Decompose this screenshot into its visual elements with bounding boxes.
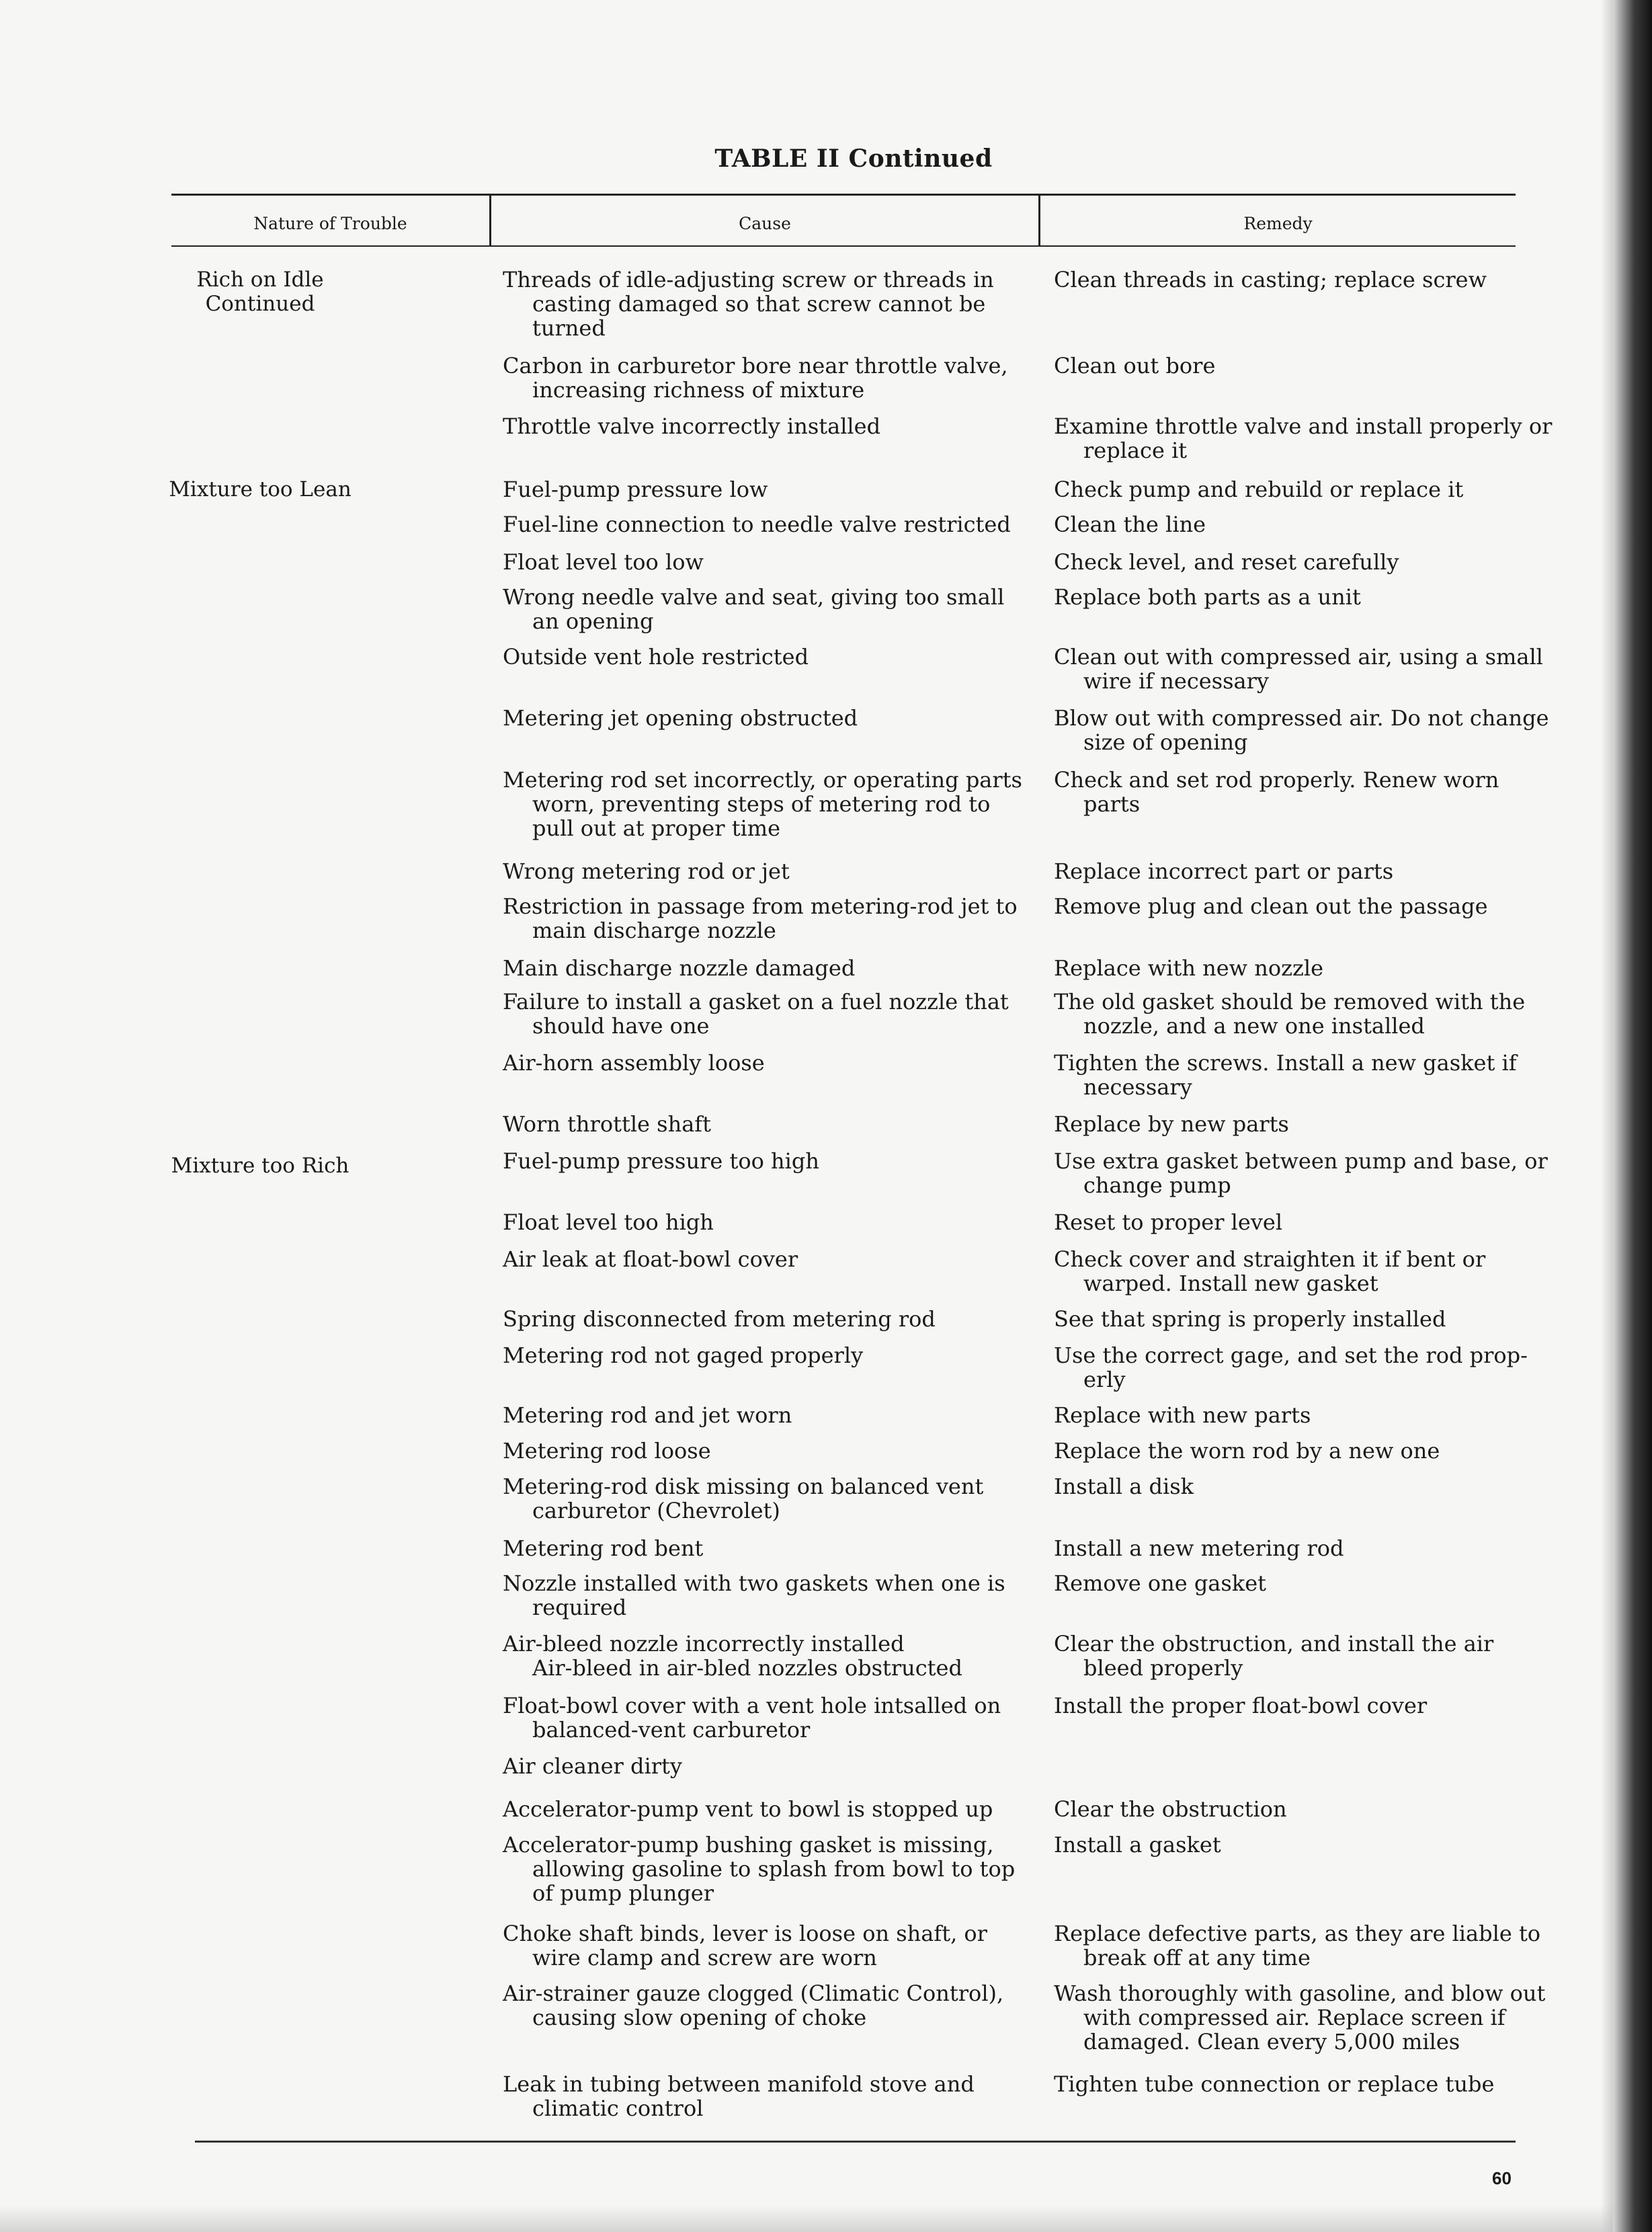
- remedy-line: Tighten tube connection or replace tube: [1054, 2071, 1495, 2097]
- remedy-cell: [1054, 1307, 1446, 1331]
- remedy-line: Replace both parts as a unit: [1054, 584, 1361, 610]
- remedy-cell: [1054, 1247, 1485, 1296]
- remedy-line: warped. Install new gasket: [1083, 1271, 1378, 1296]
- remedy-cell: [1054, 2072, 1494, 2096]
- cause-cell: [503, 1981, 1003, 2030]
- remedy-line: Check level, and reset carefully: [1054, 549, 1399, 575]
- remedy-cell: [1054, 1571, 1266, 1595]
- cause-cell: [503, 990, 1009, 1038]
- cause-line: turned: [532, 315, 606, 341]
- cause-cell: [503, 477, 768, 502]
- remedy-line: Clean out bore: [1054, 353, 1216, 378]
- cause-cell: [503, 1833, 1015, 1905]
- remedy-cell: [1054, 1797, 1287, 1821]
- remedy-cell: [1054, 1474, 1194, 1499]
- cause-line: Wrong needle valve and seat, giving too small: [503, 584, 1005, 610]
- remedy-line: Reset to proper level: [1054, 1209, 1283, 1235]
- remedy-cell: [1054, 768, 1499, 816]
- remedy-cell: [1054, 414, 1552, 463]
- header-remedy: Remedy: [1243, 214, 1313, 233]
- remedy-cell: [1054, 1051, 1517, 1099]
- remedy-line: Remove plug and clean out the passage: [1054, 893, 1488, 919]
- cause-cell: [503, 354, 1008, 402]
- cause-cell: [503, 1474, 983, 1523]
- cause-cell: [503, 1693, 1001, 1742]
- remedy-line: Replace incorrect part or parts: [1054, 859, 1394, 884]
- cause-cell: [503, 1307, 936, 1331]
- cause-line: Leak in tubing between manifold stove and: [503, 2071, 975, 2097]
- remedy-cell: [1054, 268, 1487, 292]
- cause-cell: [503, 706, 858, 730]
- remedy-cell: [1054, 1210, 1282, 1234]
- cause-line: Choke shaft binds, lever is loose on shaft, or: [503, 1921, 987, 1946]
- cause-cell: [503, 512, 1011, 536]
- cause-cell: [503, 1439, 711, 1463]
- cause-line: Wrong metering rod or jet: [503, 859, 790, 884]
- cause-line: Accelerator-pump vent to bowl is stopped up: [503, 1796, 993, 1822]
- cause-line: Fuel-line connection to needle valve restricted: [503, 512, 1011, 537]
- remedy-line: Check cover and straighten it if bent or: [1054, 1246, 1486, 1272]
- remedy-line: wire if necessary: [1083, 668, 1269, 694]
- remedy-cell: [1054, 894, 1488, 918]
- cause-line: wire clamp and screw are worn: [532, 1945, 877, 1970]
- remedy-cell: [1054, 550, 1399, 574]
- remedy-cell: [1054, 1439, 1440, 1463]
- cause-line: carburetor (Chevrolet): [532, 1498, 780, 1523]
- cause-line: Float level too low: [503, 549, 704, 575]
- cause-cell: [503, 414, 880, 438]
- cause-line: balanced-vent carburetor: [532, 1717, 811, 1743]
- cause-line: Float level too high: [503, 1209, 714, 1235]
- header-top-rule: [171, 194, 1516, 196]
- remedy-cell: [1054, 477, 1463, 502]
- cause-cell: [503, 268, 994, 340]
- cause-cell: [503, 1210, 714, 1234]
- cause-line: climatic control: [532, 2096, 704, 2121]
- remedy-line: Clean the line: [1054, 512, 1206, 537]
- cause-line: Air-bleed in air-bled nozzles obstructed: [532, 1655, 962, 1681]
- cause-cell: [503, 585, 1004, 633]
- cause-line: Air-bleed nozzle incorrectly installed: [503, 1631, 905, 1657]
- remedy-line: Clean out with compressed air, using a small: [1054, 644, 1543, 670]
- remedy-line: Blow out with compressed air. Do not change: [1054, 705, 1549, 731]
- cause-line: worn, preventing steps of metering rod to: [532, 791, 991, 817]
- cause-line: Failure to install a gasket on a fuel nozzle that: [503, 989, 1009, 1014]
- remedy-line: Install a disk: [1054, 1474, 1194, 1499]
- header-nature: Nature of Trouble: [253, 214, 407, 233]
- remedy-line: parts: [1083, 791, 1141, 817]
- cause-line: allowing gasoline to splash from bowl to top: [532, 1856, 1016, 1882]
- remedy-cell: [1054, 956, 1323, 980]
- cause-line: Carbon in carburetor bore near throttle valve,: [503, 353, 1008, 378]
- cause-cell: [503, 1403, 792, 1427]
- remedy-cell: [1054, 1112, 1289, 1136]
- remedy-line: Check and set rod properly. Renew worn: [1054, 767, 1499, 793]
- cause-line: Fuel-pump pressure low: [503, 477, 768, 502]
- cause-cell: [503, 1247, 798, 1271]
- cause-line: Fuel-pump pressure too high: [503, 1148, 819, 1174]
- remedy-line: Wash thoroughly with gasoline, and blow out: [1054, 1981, 1546, 2006]
- remedy-line: replace it: [1083, 438, 1188, 463]
- cause-line: Metering rod set incorrectly, or operating parts: [503, 767, 1022, 793]
- cause-line: Metering jet opening obstructed: [503, 705, 858, 731]
- cause-cell: [503, 1051, 765, 1075]
- cause-cell: [503, 1632, 962, 1680]
- binding-shadow: [1613, 0, 1652, 2232]
- remedy-cell: [1054, 1403, 1311, 1427]
- cause-line: Metering rod and jet worn: [503, 1402, 792, 1428]
- header-cause: Cause: [739, 214, 791, 233]
- remedy-line: Remove one gasket: [1054, 1570, 1266, 1596]
- cause-line: increasing richness of mixture: [532, 377, 865, 403]
- remedy-cell: [1054, 585, 1361, 609]
- cause-line: Main discharge nozzle damaged: [503, 955, 856, 981]
- cause-line: Spring disconnected from metering rod: [503, 1306, 936, 1332]
- cause-line: Air leak at float-bowl cover: [503, 1246, 798, 1272]
- cause-line: Worn throttle shaft: [503, 1111, 711, 1137]
- table-title: TABLE II Continued: [714, 145, 993, 173]
- cause-cell: [503, 894, 1018, 943]
- cause-cell: [503, 550, 704, 574]
- nature-of-trouble: [149, 1154, 371, 1178]
- nature-line: Mixture too Lean: [169, 477, 352, 502]
- cause-line: should have one: [532, 1013, 710, 1039]
- remedy-line: with compressed air. Replace screen if: [1083, 2005, 1505, 2030]
- remedy-line: Install a new metering rod: [1054, 1536, 1344, 1561]
- remedy-line: break off at any time: [1083, 1945, 1311, 1970]
- remedy-cell: [1054, 512, 1206, 536]
- nature-of-trouble: [149, 477, 371, 502]
- remedy-cell: [1054, 1921, 1540, 1970]
- remedy-cell: [1054, 706, 1549, 754]
- cause-line: Air-horn assembly loose: [503, 1050, 765, 1076]
- cause-line: Metering rod not gaged properly: [503, 1343, 864, 1368]
- bottom-shade: [0, 2205, 1613, 2232]
- cause-line: Metering rod loose: [503, 1438, 711, 1464]
- nature-line: Rich on Idle: [196, 268, 324, 292]
- remedy-line: Clear the obstruction, and install the air: [1054, 1631, 1494, 1657]
- remedy-line: Install the proper float-bowl cover: [1054, 1693, 1428, 1718]
- cause-line: required: [532, 1595, 627, 1620]
- cause-line: main discharge nozzle: [532, 918, 776, 943]
- page-number: 60: [1492, 2168, 1512, 2188]
- remedy-cell: [1054, 859, 1393, 883]
- remedy-line: See that spring is properly installed: [1054, 1306, 1446, 1332]
- cause-cell: [503, 956, 855, 980]
- remedy-cell: [1054, 990, 1525, 1038]
- cause-line: Restriction in passage from metering-rod jet to: [503, 893, 1018, 919]
- remedy-line: Examine throttle valve and install properly or: [1054, 413, 1553, 439]
- cause-cell: [503, 1754, 682, 1778]
- remedy-cell: [1054, 1833, 1221, 1857]
- remedy-line: size of opening: [1083, 729, 1248, 755]
- remedy-cell: [1054, 354, 1215, 378]
- cause-cell: [503, 645, 809, 669]
- remedy-line: Replace by new parts: [1054, 1111, 1289, 1137]
- remedy-cell: [1054, 1536, 1344, 1560]
- cause-line: an opening: [532, 608, 654, 634]
- remedy-line: bleed properly: [1083, 1655, 1243, 1681]
- remedy-line: Replace defective parts, as they are liable to: [1054, 1921, 1541, 1946]
- page-edge: [1601, 0, 1613, 2232]
- cause-line: casting damaged so that screw cannot be: [532, 291, 986, 317]
- remedy-line: Replace with new nozzle: [1054, 955, 1323, 981]
- cause-line: Air cleaner dirty: [503, 1753, 682, 1779]
- remedy-line: nozzle, and a new one installed: [1083, 1013, 1425, 1039]
- cause-line: Metering-rod disk missing on balanced vent: [503, 1474, 984, 1499]
- cause-line: of pump plunger: [532, 1880, 714, 1906]
- remedy-line: erly: [1083, 1367, 1126, 1392]
- remedy-line: Check pump and rebuild or replace it: [1054, 477, 1464, 502]
- remedy-line: Use the correct gage, and set the rod prop-: [1054, 1343, 1528, 1368]
- cause-line: Metering rod bent: [503, 1536, 704, 1561]
- remedy-line: Replace the worn rod by a new one: [1054, 1438, 1440, 1464]
- cause-line: Nozzle installed with two gaskets when one is: [503, 1570, 1005, 1596]
- remedy-line: Replace with new parts: [1054, 1402, 1311, 1428]
- cause-cell: [503, 1112, 711, 1136]
- remedy-line: Clear the obstruction: [1054, 1796, 1287, 1822]
- cause-cell: [503, 859, 790, 883]
- cause-line: Air-strainer gauze clogged (Climatic Control),: [503, 1981, 1004, 2006]
- remedy-line: necessary: [1083, 1074, 1192, 1100]
- cause-cell: [503, 1149, 819, 1173]
- cause-line: Outside vent hole restricted: [503, 644, 809, 670]
- cause-line: Float-bowl cover with a vent hole intsalled on: [503, 1693, 1001, 1718]
- remedy-line: Clean threads in casting; replace screw: [1054, 267, 1487, 292]
- remedy-cell: [1054, 1632, 1493, 1680]
- cause-cell: [503, 1797, 993, 1821]
- remedy-line: Use extra gasket between pump and base, or: [1054, 1148, 1548, 1174]
- cause-line: Accelerator-pump bushing gasket is missing,: [503, 1832, 994, 1858]
- cause-cell: [503, 1921, 987, 1970]
- cause-cell: [503, 768, 1022, 840]
- remedy-cell: [1054, 645, 1543, 693]
- remedy-line: change pump: [1083, 1172, 1231, 1198]
- cause-cell: [503, 2072, 975, 2120]
- cause-line: causing slow opening of choke: [532, 2005, 867, 2030]
- nature-of-trouble: [149, 268, 371, 316]
- remedy-line: Tighten the screws. Install a new gasket if: [1054, 1050, 1517, 1076]
- remedy-cell: [1054, 1343, 1528, 1392]
- remedy-line: The old gasket should be removed with the: [1054, 989, 1526, 1014]
- nature-line: Continued: [205, 292, 315, 316]
- cause-cell: [503, 1571, 1005, 1620]
- remedy-cell: [1054, 1981, 1545, 2054]
- remedy-line: Install a gasket: [1054, 1832, 1221, 1858]
- remedy-line: damaged. Clean every 5,000 miles: [1083, 2029, 1460, 2055]
- cause-line: Threads of idle-adjusting screw or threads in: [503, 267, 994, 292]
- cause-cell: [503, 1536, 703, 1560]
- nature-line: Mixture too Rich: [171, 1154, 349, 1178]
- remedy-cell: [1054, 1693, 1427, 1718]
- remedy-cell: [1054, 1149, 1548, 1197]
- cause-line: Throttle valve incorrectly installed: [503, 413, 881, 439]
- cause-cell: [503, 1343, 863, 1367]
- header-bottom-rule: [171, 245, 1516, 247]
- footer-rule: [195, 2141, 1516, 2143]
- cause-line: pull out at proper time: [532, 815, 781, 841]
